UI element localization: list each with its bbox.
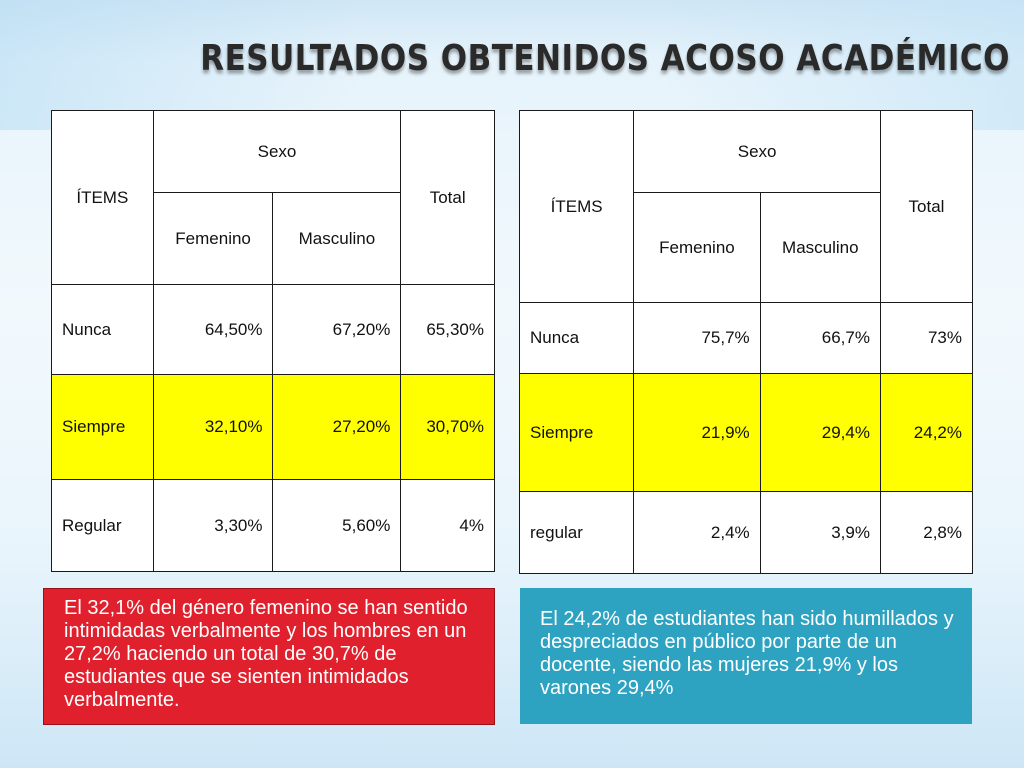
masculino-cell: 66,7% [760, 303, 880, 374]
table-row [520, 303, 973, 374]
femenino-cell: 75,7% [634, 303, 760, 374]
femenino-header: Femenino [634, 193, 760, 303]
table-row-highlighted [520, 374, 973, 492]
masculino-header: Masculino [273, 193, 401, 285]
row-label: Siempre [520, 374, 634, 492]
total-cell: 24,2% [880, 374, 972, 492]
masculino-cell: 29,4% [760, 374, 880, 492]
total-cell: 4% [401, 480, 495, 572]
row-label: Nunca [52, 285, 154, 375]
row-label: Nunca [520, 303, 634, 374]
masculino-cell: 27,20% [273, 375, 401, 480]
masculino-cell: 67,20% [273, 285, 401, 375]
masculino-cell: 5,60% [273, 480, 401, 572]
summary-note-right: El 24,2% de estudiantes han sido humillados y despreciados en público por parte de un docente, siendo las mujeres 21,9% y los varones 29,4% [520, 588, 972, 724]
masculino-header: Masculino [760, 193, 880, 303]
masculino-cell: 3,9% [760, 492, 880, 574]
items-header: ÍTEMS [520, 111, 634, 303]
table-row [52, 480, 495, 572]
results-table-left [51, 110, 495, 572]
results-table-right [519, 110, 973, 574]
femenino-cell: 64,50% [153, 285, 273, 375]
femenino-header: Femenino [153, 193, 273, 285]
table-row [520, 492, 973, 574]
total-cell: 73% [880, 303, 972, 374]
table-row-highlighted [52, 375, 495, 480]
sexo-header: Sexo [153, 111, 401, 193]
summary-note-left: El 32,1% del género femenino se han sentido intimidadas verbalmente y los hombres en un 27,2% haciendo un total de 30,7% de estudiantes que se sienten intimidados verbalmente. [43, 588, 495, 725]
total-cell: 65,30% [401, 285, 495, 375]
slide-title: RESULTADOS OBTENIDOS ACOSO ACADÉMICO [200, 38, 1010, 80]
total-cell: 2,8% [880, 492, 972, 574]
table-row [52, 285, 495, 375]
femenino-cell: 32,10% [153, 375, 273, 480]
row-label: Regular [52, 480, 154, 572]
femenino-cell: 2,4% [634, 492, 760, 574]
femenino-cell: 21,9% [634, 374, 760, 492]
items-header: ÍTEMS [52, 111, 154, 285]
total-header: Total [880, 111, 972, 303]
total-header: Total [401, 111, 495, 285]
femenino-cell: 3,30% [153, 480, 273, 572]
total-cell: 30,70% [401, 375, 495, 480]
sexo-header: Sexo [634, 111, 881, 193]
row-label: Siempre [52, 375, 154, 480]
row-label: regular [520, 492, 634, 574]
